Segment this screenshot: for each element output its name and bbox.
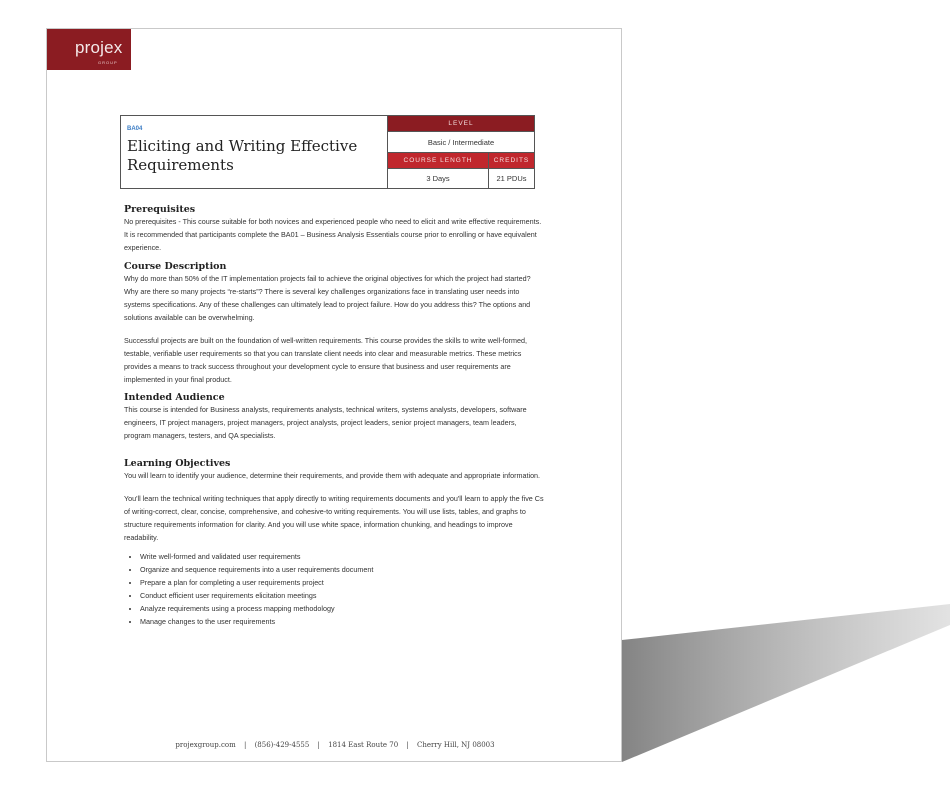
learning-objectives-p1: You will learn to identify your audience, determine their requirements, and provide them with adequate and appropriate information. <box>124 471 541 480</box>
prerequisites-text: No prerequisites - This course suitable for both novices and experienced people who need to elicit and write effective requirements. It is recommended that participants complete the BA01 – Business Analysis Essentials course prior to enrolling or have equivalent experience. <box>124 217 542 252</box>
footer-city: Cherry Hill, NJ 08003 <box>417 741 495 749</box>
credits-header: CREDITS <box>488 152 535 169</box>
footer-phone: (856)-429-4555 <box>254 741 310 749</box>
objectives-list <box>124 550 544 628</box>
course-length-value: 3 Days <box>387 168 489 189</box>
footer-separator: | <box>406 741 409 749</box>
course-header <box>120 115 534 189</box>
course-code: BA04 <box>127 126 143 132</box>
course-description-p2: Successful projects are built on the foundation of well-written requirements. This course provides the skills to write well-formed, testable, verifiable user requirements so that you can translate client needs into clear and measurable metrics. These metrics provides a means to track success throughout your development cycle to ensure that business and user requirements are implemented in your final product. <box>124 336 527 384</box>
credits-value: 21 PDUs <box>488 168 535 189</box>
level-value: Basic / Intermediate <box>387 131 535 153</box>
list-item: • Conduct efficient user requirements elicitation meetings <box>140 589 544 602</box>
learning-objectives-p2: You'll learn the technical writing techniques that apply directly to writing requirements documents and you'll learn to apply the five Cs of writing-correct, clear, concise, comprehensive, and cohesive-to writing requirements. You will use lists, tables, and graphs to structure requirements information for clarity. And you will use white space, information chunking, and headings to improve readability. <box>124 494 544 542</box>
course-description-p1: Why do more than 50% of the IT implementation projects fail to achieve the original objectives for which the project had started? Why are there so many projects “re-starts”? There is several key challenges organizations face in translating user needs into systems specifications. Any of these challenges can ultimately lead to project failure. How do you address this? The options and solutions available can be overwhelming. <box>124 274 531 322</box>
list-item: • Organize and sequence requirements into a user requirements document <box>140 563 544 576</box>
logo-text: projex <box>75 38 123 57</box>
list-item: • Manage changes to the user requirements <box>140 615 544 628</box>
footer-address: 1814 East Route 70 <box>328 741 399 749</box>
learning-objectives-heading: Learning Objectives <box>124 458 231 469</box>
intended-audience-heading: Intended Audience <box>124 392 225 403</box>
footer-website[interactable]: projexgroup.com <box>175 741 236 749</box>
course-content <box>124 204 544 628</box>
course-length-header: COURSE LENGTH <box>387 152 489 169</box>
company-logo[interactable] <box>47 29 131 70</box>
footer-separator: | <box>317 741 320 749</box>
prerequisites-heading: Prerequisites <box>124 204 196 215</box>
footer-separator: | <box>243 741 247 749</box>
logo-subtext: GROUP <box>98 60 118 65</box>
level-header: LEVEL <box>387 115 535 132</box>
course-title: Eliciting and Writing Effective Requirements <box>127 137 358 174</box>
list-item: • Prepare a plan for completing a user requirements project <box>140 576 544 589</box>
intended-audience-text: This course is intended for Business analysts, requirements analysts, technical writers, systems analysts, developers, software engineers, IT project managers, project managers, project analysts, project leaders, senior project managers, team leaders, program managers, testers, and QA specialists. <box>124 405 527 440</box>
course-info-table <box>387 115 535 189</box>
course-description-heading: Course Description <box>124 261 227 272</box>
list-item: • Analyze requirements using a process mapping methodology <box>140 602 544 615</box>
page-footer <box>47 741 623 749</box>
list-item: • Write well-formed and validated user requirements <box>140 550 544 563</box>
document-page <box>46 28 622 762</box>
